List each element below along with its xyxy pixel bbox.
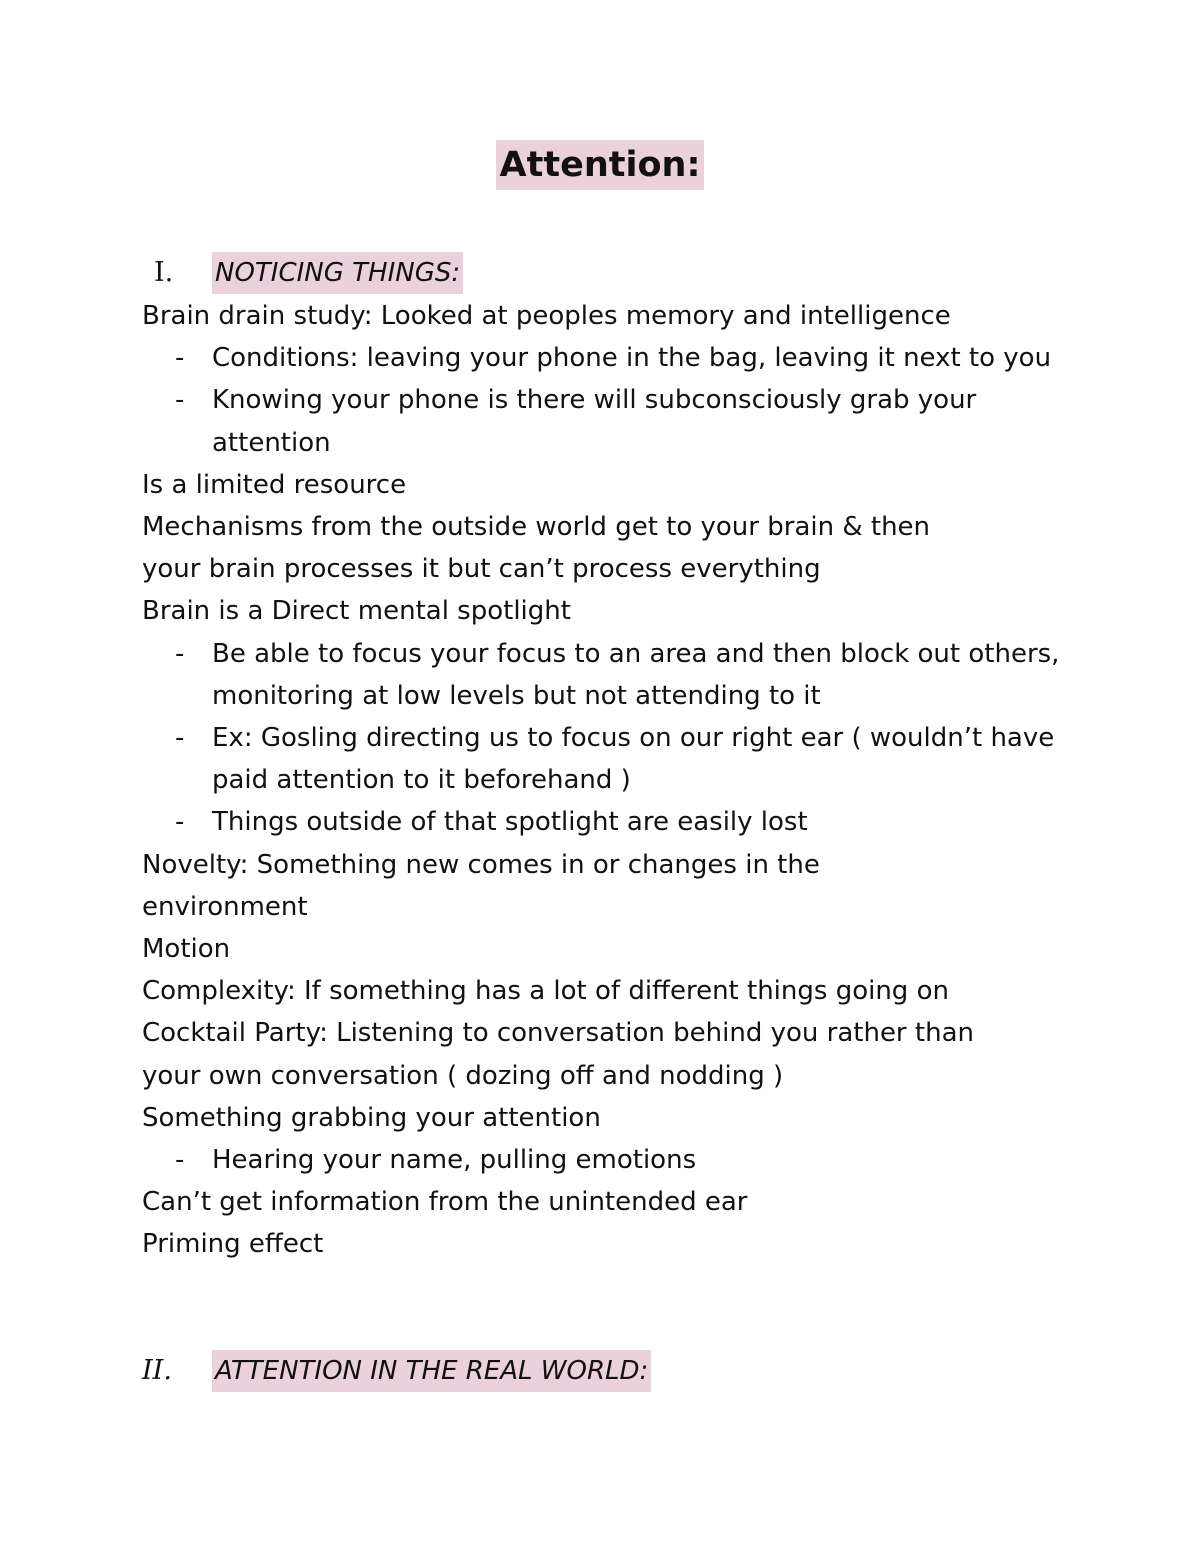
note-line: Priming effect <box>142 1229 324 1260</box>
notes-body <box>142 295 1102 1266</box>
bullet-marker: - <box>175 1145 185 1176</box>
bullet-marker: - <box>175 638 185 669</box>
note-line: Brain is a Direct mental spotlight <box>142 596 571 627</box>
bullet-text: Conditions: leaving your phone in the bag, leaving it next to you <box>212 343 1052 374</box>
note-line: Novelty: Something new comes in or changes in the <box>142 849 820 880</box>
section-heading-2 <box>142 1350 651 1392</box>
bullet-item <box>142 801 1072 843</box>
bullet-text: Be able to focus your focus to an area and then block out others, monitoring at low levels but not attending to it <box>212 638 1060 711</box>
bullet-item <box>142 633 1072 717</box>
bullet-text: Hearing your name, pulling emotions <box>212 1145 697 1176</box>
section-title-2: ATTENTION IN THE REAL WORLD: <box>212 1350 651 1392</box>
note-line: Complexity: If something has a lot of different things going on <box>142 976 949 1007</box>
note-line: your brain processes it but can’t process everything <box>142 554 821 585</box>
bullet-item <box>142 337 1072 379</box>
bullet-marker: - <box>175 723 185 754</box>
note-line: Brain drain study: Looked at peoples memory and intelligence <box>142 301 951 331</box>
title-wrapper <box>0 140 1200 190</box>
note-line: Cocktail Party: Listening to conversation behind you rather than <box>142 1018 974 1049</box>
bullet-item <box>142 379 1072 463</box>
bullet-text: Ex: Gosling directing us to focus on our right ear ( wouldn’t have paid attention to it beforehand ) <box>212 723 1055 796</box>
note-line: Can’t get information from the unintended ear <box>142 1187 748 1218</box>
note-line: Is a limited resource <box>142 469 407 500</box>
note-line: your own conversation ( dozing off and nodding ) <box>142 1060 784 1091</box>
bullet-marker: - <box>175 385 185 416</box>
section-numeral-2: II. <box>142 1355 172 1386</box>
bullet-text: Knowing your phone is there will subconsciously grab your attention <box>212 385 977 458</box>
note-line: environment <box>142 891 308 922</box>
note-line: Something grabbing your attention <box>142 1102 601 1133</box>
bullet-item <box>142 717 1072 801</box>
page-title: Attention: <box>496 140 705 190</box>
note-line: Motion <box>142 934 231 965</box>
bullet-marker: - <box>175 343 185 374</box>
section-title-1: NOTICING THINGS: <box>212 252 463 294</box>
bullet-text: Things outside of that spotlight are easily lost <box>212 807 808 838</box>
note-line: Mechanisms from the outside world get to your brain & then <box>142 512 931 543</box>
section-heading-1 <box>142 252 463 294</box>
section-numeral-1: I. <box>154 257 174 288</box>
bullet-marker: - <box>175 807 185 838</box>
bullet-item <box>142 1139 1072 1181</box>
